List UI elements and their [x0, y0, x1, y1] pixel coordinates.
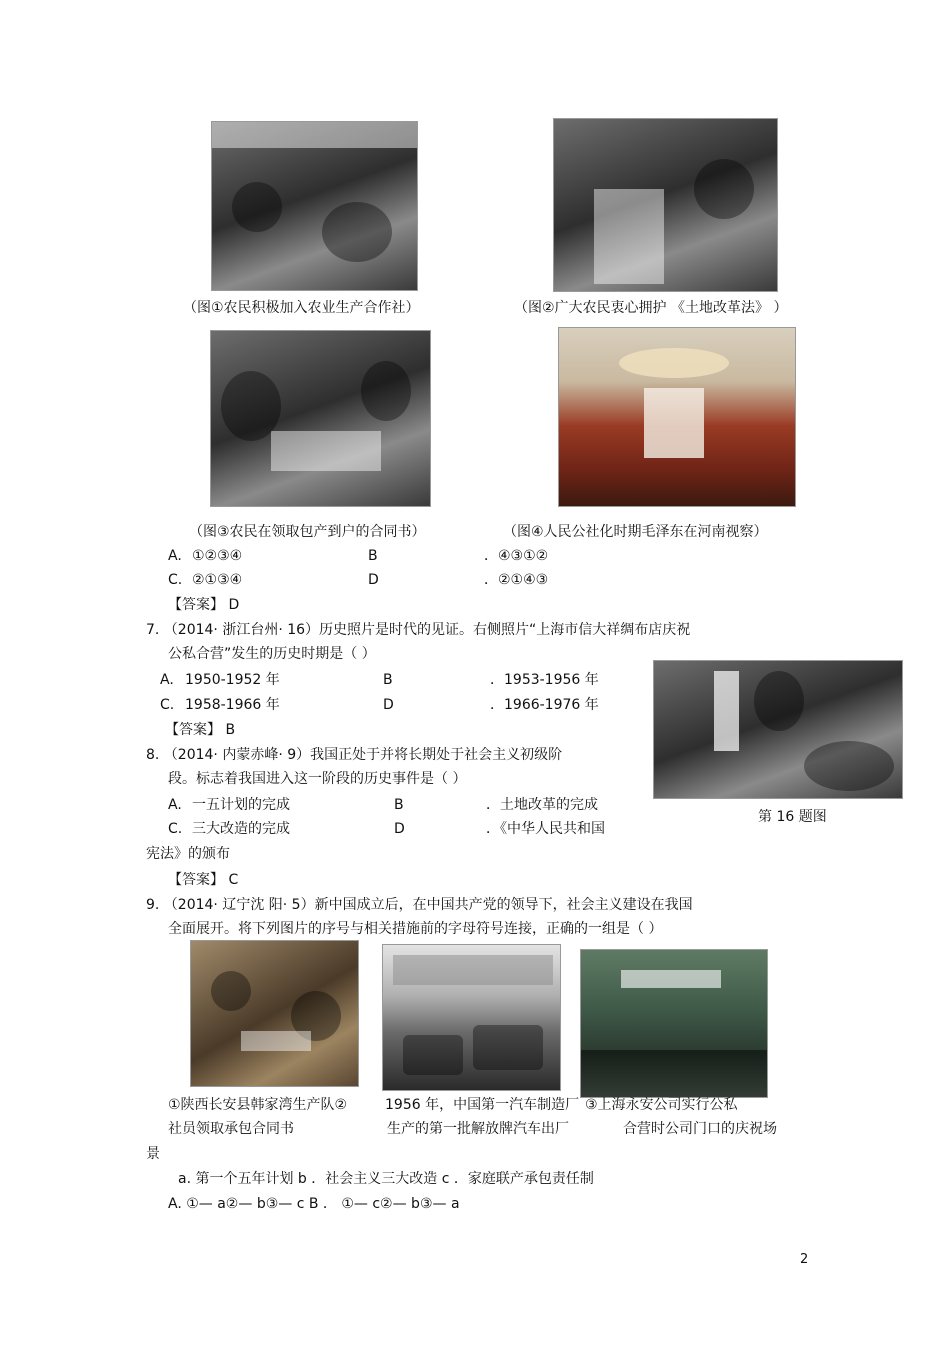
q8-option-a-letter: A. — [168, 797, 182, 813]
q9-caption3-wrap: 景 — [146, 1146, 160, 1162]
photo-caption-1: （图①农民积极加入农业生产合作社） — [183, 300, 420, 316]
photo-land-reform — [553, 118, 778, 292]
q8-option-a-text: 一五计划的完成 — [192, 797, 290, 813]
q7-option-b-letter: B — [383, 672, 393, 688]
q6-option-d-text: ．②①④③ — [484, 572, 549, 588]
q8-stem-line2: 段。标志着我国进入这一阶段的历史事件是（ ） — [168, 771, 467, 787]
page-number: 2 — [800, 1252, 809, 1267]
q9-measures: a. 第一个五年计划 b ．社会主义三大改造 c ．家庭联产承包责任制 — [178, 1171, 594, 1187]
q9-stem-line2: 全面展开。将下列图片的序号与相关措施前的字母符号连接，正确的一组是（ ） — [168, 921, 663, 937]
q8-option-c-letter: C. — [168, 821, 183, 837]
q7-figure-caption: 第 16 题图 — [758, 809, 827, 825]
q7-option-c-letter: C. — [160, 697, 175, 713]
q9-caption1-line2: 社员领取承包合同书 — [168, 1121, 294, 1137]
q8-option-d-text: ．《中华人民共和国 — [486, 821, 605, 837]
q8-option-d-wrap: 宪法》的颁布 — [146, 846, 230, 862]
q7-option-d-text: ．1966-1976 年 — [490, 697, 599, 713]
q9-caption2-line2: 生产的第一批解放牌汽车出厂 — [387, 1121, 569, 1137]
q7-option-c-text: 1958-1966 年 — [185, 697, 280, 713]
photo-yongan-company — [580, 949, 768, 1098]
q8-option-d-letter: D — [394, 821, 405, 837]
q8-option-c-text: 三大改造的完成 — [192, 821, 290, 837]
photo-contract — [210, 330, 431, 507]
q9-caption3-line1: ③上海永安公司实行公私 — [585, 1097, 738, 1113]
q7-answer: 【答案】 B — [165, 722, 236, 738]
q6-option-b-text: ．④③①② — [484, 548, 549, 564]
q9-caption3-line2: 合营时公司门口的庆祝场 — [623, 1121, 777, 1137]
photo-mao-henan — [558, 327, 796, 507]
q8-option-b-text: ．土地改革的完成 — [486, 797, 598, 813]
q8-answer: 【答案】 C — [168, 872, 239, 888]
q7-option-d-letter: D — [383, 697, 394, 713]
photo-caption-3: （图③农民在领取包产到户的合同书） — [189, 524, 426, 540]
q6-option-d-letter: D — [368, 572, 379, 588]
q9-caption2-line1: 1956 年，中国第一汽车制造厂 — [385, 1097, 580, 1113]
photo-hanjiawan-contract — [190, 940, 359, 1087]
photo-caption-2: （图②广大农民衷心拥护 《土地改革法》 ） — [514, 300, 788, 316]
photo-caption-4: （图④人民公社化时期毛泽东在河南视察） — [503, 524, 768, 540]
q7-option-a-letter: A. — [160, 672, 174, 688]
q6-option-a-text: ①②③④ — [192, 548, 243, 564]
q7-stem-line1: 7. （2014· 浙江台州· 16）历史照片是时代的见证。右侧照片“上海市信大祥绸布店庆祝 — [146, 622, 691, 638]
q6-option-c-text: ②①③④ — [192, 572, 243, 588]
q8-stem-line1: 8. （2014· 内蒙赤峰· 9）我国正处于并将长期处于社会主义初级阶 — [146, 747, 563, 763]
q6-option-c-letter: C. — [168, 572, 183, 588]
q6-option-b-letter: B — [368, 548, 378, 564]
photo-cooperative — [211, 121, 418, 291]
q6-option-a-letter: A. — [168, 548, 182, 564]
q9-caption1-line1: ①陕西长安县韩家湾生产队② — [168, 1097, 348, 1113]
q8-option-b-letter: B — [394, 797, 404, 813]
q7-stem-line2: 公私合营”发生的历史时期是（ ） — [168, 646, 376, 662]
q7-option-b-text: ．1953-1956 年 — [490, 672, 599, 688]
q6-answer: 【答案】 D — [168, 597, 240, 613]
q9-stem-line1: 9. （2014· 辽宁沈 阳· 5）新中国成立后，在中国共产党的领导下，社会主义建设在我国 — [146, 897, 693, 913]
photo-xindaxiang-store — [653, 660, 903, 799]
photo-jiefang-trucks — [382, 944, 561, 1091]
q7-option-a-text: 1950-1952 年 — [185, 672, 280, 688]
q9-options-line: A. ①— a②— b③— c B ． ①— c②— b③— a — [168, 1196, 460, 1212]
